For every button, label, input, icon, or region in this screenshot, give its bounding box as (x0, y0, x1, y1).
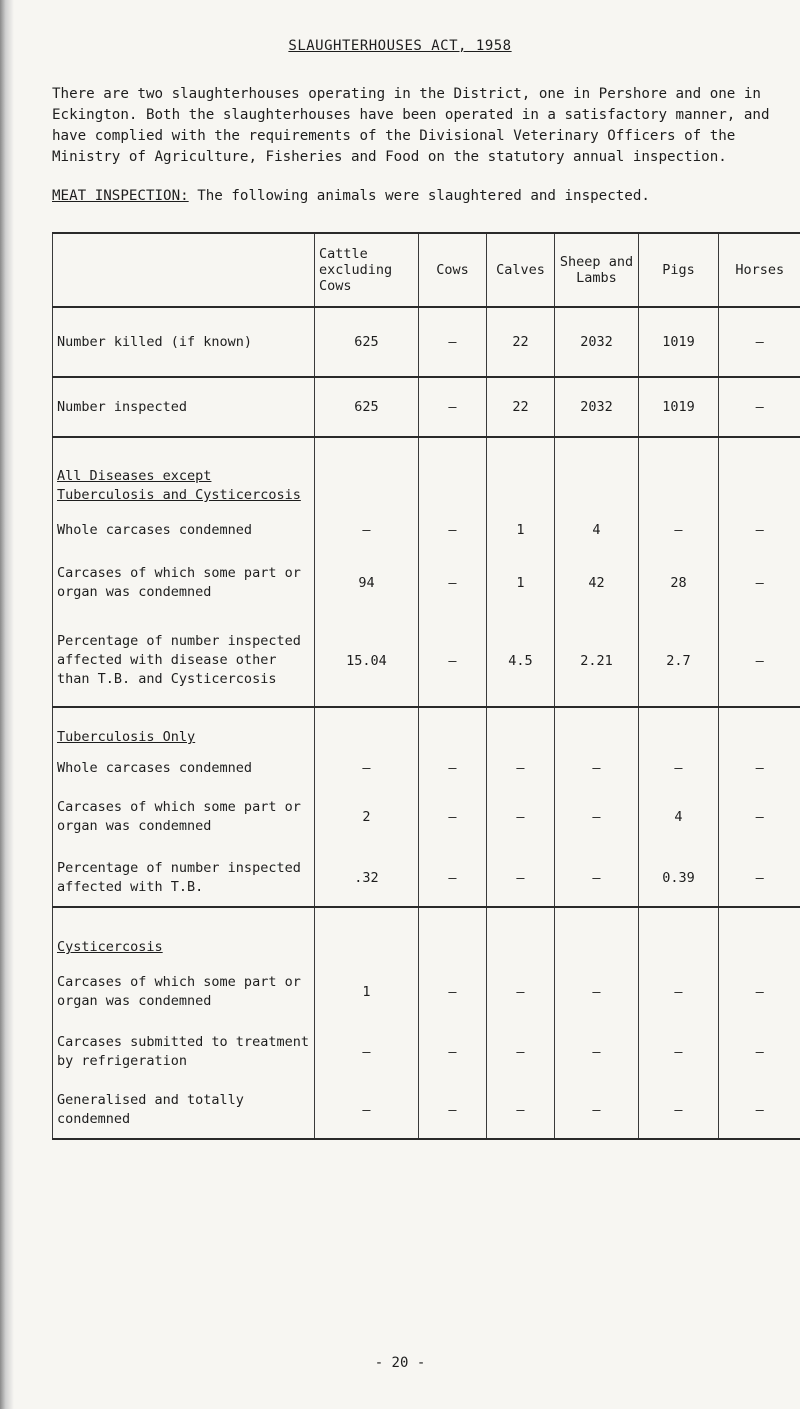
table-row (53, 785, 800, 849)
cell: – (487, 785, 555, 849)
section-title-row (53, 907, 800, 961)
cell: – (639, 961, 719, 1023)
cell: – (719, 551, 800, 615)
cell: – (639, 509, 719, 551)
col-header-horses: Horses (719, 233, 800, 307)
meat-inspection-line (52, 188, 774, 204)
page-heading: SLAUGHTERHOUSES ACT, 1958 (288, 38, 512, 54)
cell: – (719, 509, 800, 551)
table-header-row (53, 233, 800, 307)
cell: – (487, 1081, 555, 1139)
section-title-all-diseases: All Diseases except Tuberculosis and Cysticercosis (57, 468, 301, 503)
row-label: Number inspected (53, 377, 315, 437)
cell: – (719, 785, 800, 849)
row-label: Whole carcases condemned (53, 509, 315, 551)
meat-inspection-label: MEAT INSPECTION: (52, 188, 189, 204)
cell: – (639, 751, 719, 785)
section-title-cysticercosis: Cysticercosis (57, 939, 163, 955)
cell: 4 (555, 509, 639, 551)
cell: 2032 (555, 307, 639, 377)
cell: 2.7 (639, 615, 719, 707)
cell: – (719, 961, 800, 1023)
cell: – (487, 751, 555, 785)
cell: – (719, 1023, 800, 1081)
cell: – (419, 377, 487, 437)
section-title-row (53, 707, 800, 751)
cell: 42 (555, 551, 639, 615)
row-label: Carcases of which some part or organ was condemned (53, 961, 315, 1023)
cell: – (315, 1023, 419, 1081)
section-title-row (53, 437, 800, 509)
cell: – (419, 1023, 487, 1081)
page-number: - 20 - (374, 1355, 426, 1371)
table-row (53, 615, 800, 707)
cell: – (555, 751, 639, 785)
cell: – (419, 615, 487, 707)
col-header-cattle: Cattle excluding Cows (315, 233, 419, 307)
cell: 28 (639, 551, 719, 615)
cell: 1 (315, 961, 419, 1023)
table-row (53, 849, 800, 907)
cell: 2032 (555, 377, 639, 437)
cell: – (419, 551, 487, 615)
cell: 4 (639, 785, 719, 849)
col-header-calves: Calves (487, 233, 555, 307)
table-row (53, 961, 800, 1023)
cell: – (487, 849, 555, 907)
col-header-cows: Cows (419, 233, 487, 307)
cell: – (419, 785, 487, 849)
row-label: Carcases of which some part or organ was condemned (53, 551, 315, 615)
row-label: Percentage of number inspected affected with T.B. (53, 849, 315, 907)
cell: 2.21 (555, 615, 639, 707)
cell: 1019 (639, 377, 719, 437)
col-header-pigs: Pigs (639, 233, 719, 307)
row-label: Carcases of which some part or organ was condemned (53, 785, 315, 849)
cell: – (719, 751, 800, 785)
cell: 1019 (639, 307, 719, 377)
cell: 0.39 (639, 849, 719, 907)
cell: 1 (487, 509, 555, 551)
cell: – (419, 751, 487, 785)
cell: – (639, 1023, 719, 1081)
section-title-tuberculosis: Tuberculosis Only (57, 729, 196, 745)
cell: 625 (315, 307, 419, 377)
row-label: Number killed (if known) (53, 307, 315, 377)
cell: – (719, 307, 800, 377)
cell: – (315, 1081, 419, 1139)
cell: 2 (315, 785, 419, 849)
table-row (53, 1023, 800, 1081)
cell: 4.5 (487, 615, 555, 707)
cell: 22 (487, 377, 555, 437)
table-row (53, 509, 800, 551)
cell: 22 (487, 307, 555, 377)
cell: – (419, 307, 487, 377)
table-row (53, 307, 800, 377)
row-label: Generalised and totally condemned (53, 1081, 315, 1139)
row-label: Carcases submitted to treatment by refrigeration (53, 1023, 315, 1081)
row-label: Whole carcases condemned (53, 751, 315, 785)
cell: – (419, 1081, 487, 1139)
cell: – (555, 961, 639, 1023)
cell: – (419, 509, 487, 551)
cell: – (719, 377, 800, 437)
cell: 94 (315, 551, 419, 615)
cell: – (419, 849, 487, 907)
meat-inspection-text: The following animals were slaughtered and inspected. (197, 188, 650, 204)
cell: – (315, 509, 419, 551)
cell: – (555, 1023, 639, 1081)
table-row (53, 1081, 800, 1139)
header-blank (53, 233, 315, 307)
cell: – (719, 849, 800, 907)
cell: 625 (315, 377, 419, 437)
cell: – (555, 785, 639, 849)
cell: – (719, 1081, 800, 1139)
cell: – (555, 1081, 639, 1139)
cell: 1 (487, 551, 555, 615)
cell: – (315, 751, 419, 785)
table-row (53, 551, 800, 615)
cell: – (719, 615, 800, 707)
row-label: Percentage of number inspected affected with disease other than T.B. and Cysticercosis (53, 615, 315, 707)
cell: – (487, 961, 555, 1023)
table-row (53, 377, 800, 437)
inspection-table (52, 232, 800, 1140)
col-header-sheep: Sheep and Lambs (555, 233, 639, 307)
table-row (53, 751, 800, 785)
cell: – (487, 1023, 555, 1081)
cell: – (639, 1081, 719, 1139)
cell: .32 (315, 849, 419, 907)
cell: – (555, 849, 639, 907)
cell: 15.04 (315, 615, 419, 707)
intro-paragraph: There are two slaughterhouses operating in the District, one in Pershore and one in Eckington. Both the slaughterhouses have been operated in a satisfactory manner, and have complied with the requirements of the Divisional Veterinary Officers of the Ministry of Agriculture, Fisheries and Food on the statutory annual inspection. (52, 86, 770, 165)
page-edge-shadow (0, 0, 14, 1409)
cell: – (419, 961, 487, 1023)
